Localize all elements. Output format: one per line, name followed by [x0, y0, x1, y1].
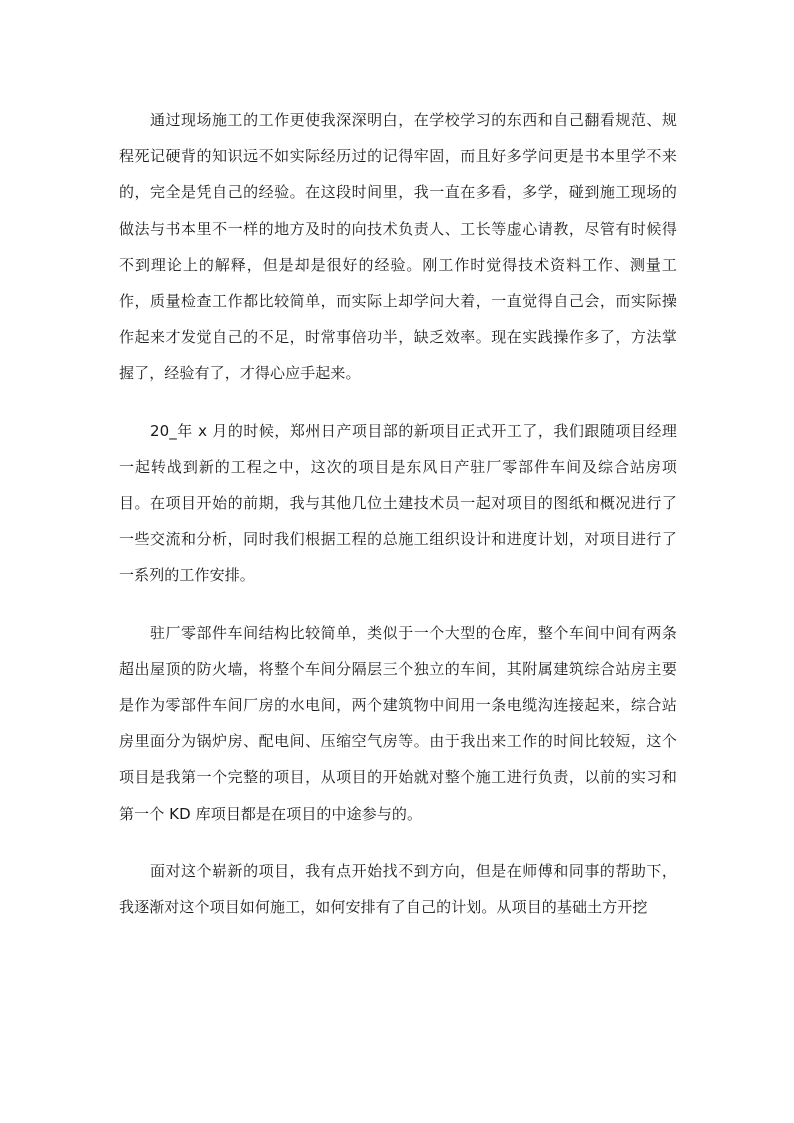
paragraph-1: 通过现场施工的工作更使我深深明白，在学校学习的东西和自己翻看规范、规程死记硬背的知识远不如实际经历过的记得牢固，而且好多学问更是书本里学不来的，完全是凭自己的经验。在这段时间里，我一直在多看，多学，碰到施工现场的做法与书本里不一样的地方及时的向技术负责人、工长等虚心请教，尽管有时候得不到理论上的解释，但是却是很好的经验。刚工作时觉得技术资料工作、测量工作，质量检查工作都比较简单，而实际上却学问大着，一直觉得自己会，而实际操作起来才发觉自己的不足，时常事倍功半，缺乏效率。现在实践操作多了，方法掌握了，经验有了，才得心应手起来。	[119, 111, 677, 383]
paragraph-2: 20_年 x 月的时候，郑州日产项目部的新项目正式开工了，我们跟随项目经理一起转战到新的工程之中，这次的项目是东风日产驻厂零部件车间及综合站房项目。在项目开始的前期，我与其他几位土建技术员一起对项目的图纸和概况进行了一些交流和分析，同时我们根据工程的总施工组织设计和进度计划，对项目进行了一系列的工作安排。	[119, 421, 677, 585]
paragraph-4: 面对这个崭新的项目，我有点开始找不到方向，但是在师傅和同事的帮助下，我逐渐对这个项目如何施工，如何安排有了自己的计划。从项目的基础土方开挖	[119, 861, 677, 917]
paragraph-3: 驻厂零部件车间结构比较简单，类似于一个大型的仓库，整个车间中间有两条超出屋顶的防火墙，将整个车间分隔层三个独立的车间，其附属建筑综合站房主要是作为零部件车间厂房的水电间，两个建筑物中间用一条电缆沟连接起来，综合站房里面分为锅炉房、配电间、压缩空气房等。由于我出来工作的时间比较短，这个项目是我第一个完整的项目，从项目的开始就对整个施工进行负责，以前的实习和第一个 KD 库项目都是在项目的中途参与的。	[119, 623, 677, 823]
document-page	[119, 102, 677, 946]
